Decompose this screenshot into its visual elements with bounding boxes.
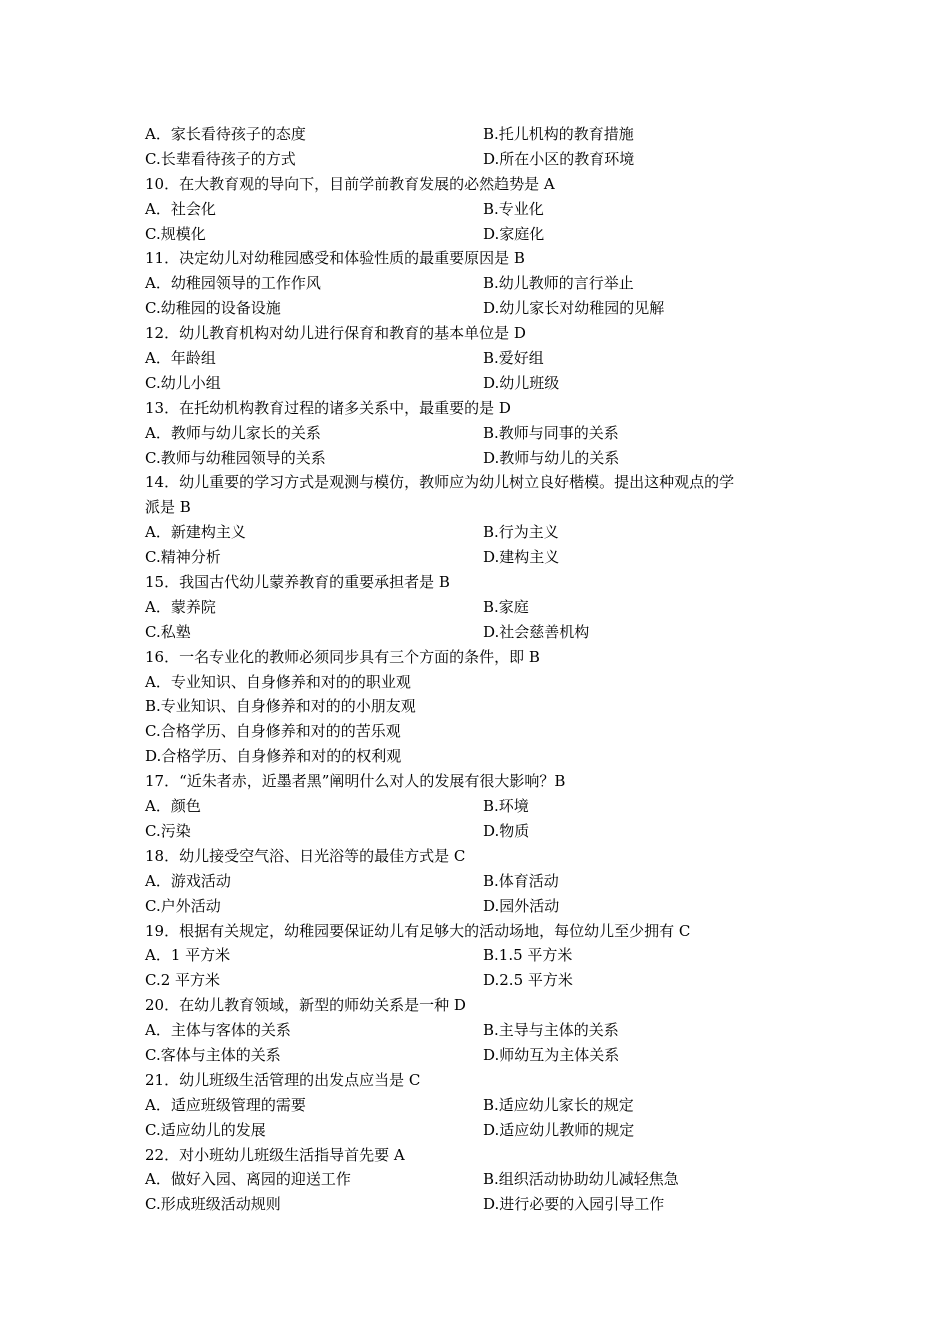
question-text: 10．在大教育观的导向下，目前学前教育发展的必然趋势是 A (145, 174, 555, 193)
option-right: B.主导与主体的关系 (483, 1021, 619, 1040)
question-line (0, 172, 950, 197)
option-left: C.私塾 (145, 622, 191, 641)
option-row (0, 197, 950, 222)
option-left: C.长辈看待孩子的方式 (145, 149, 296, 168)
question-text: 16．一名专业化的教师必须同步具有三个方面的条件，即 B (145, 647, 540, 666)
option-left: C.适应幼儿的发展 (145, 1120, 266, 1139)
option-row (0, 794, 950, 819)
option-right: B.爱好组 (483, 349, 544, 368)
option-left: C.形成班级活动规则 (145, 1195, 281, 1214)
option-row (0, 894, 950, 919)
option-right: D.幼儿家长对幼稚园的见解 (483, 299, 665, 318)
option-right: B.组织活动协助幼儿减轻焦急 (483, 1170, 679, 1189)
option-left: C.污染 (145, 821, 191, 840)
option-right: B.体育活动 (483, 871, 559, 890)
question-line (0, 844, 950, 869)
option-row (0, 1118, 950, 1143)
question-line (0, 321, 950, 346)
option-row (0, 446, 950, 471)
question-text: 15．我国古代幼儿蒙养教育的重要承担者是 B (145, 573, 450, 592)
option-left: C.户外活动 (145, 896, 221, 915)
option-row (0, 545, 950, 570)
option-row (0, 371, 950, 396)
question-line (0, 694, 950, 719)
option-row (0, 968, 950, 993)
option-left: A．幼稚园领导的工作作风 (145, 274, 321, 293)
option-right: D.教师与幼儿的关系 (483, 448, 620, 467)
option-left: C.教师与幼稚园领导的关系 (145, 448, 326, 467)
question-line (0, 993, 950, 1018)
question-text: C.合格学历、自身修养和对的的苦乐观 (145, 722, 401, 741)
option-right: D.适应幼儿教师的规定 (483, 1120, 635, 1139)
option-left: A．年龄组 (145, 349, 216, 368)
option-right: D.幼儿班级 (483, 373, 560, 392)
option-row (0, 620, 950, 645)
document-page (0, 122, 950, 1217)
question-text: 18．幼儿接受空气浴、日光浴等的最佳方式是 C (145, 846, 466, 865)
question-text: 17．“近朱者赤，近墨者黑”阐明什么对人的发展有很大影响？B (145, 772, 566, 791)
option-right: D.建构主义 (483, 548, 560, 567)
question-text: A．专业知识、自身修养和对的的职业观 (145, 672, 411, 691)
option-row (0, 595, 950, 620)
option-row (0, 346, 950, 371)
question-line (0, 670, 950, 695)
option-left: C.精神分析 (145, 548, 221, 567)
question-text: B.专业知识、自身修养和对的的小朋友观 (145, 697, 416, 716)
option-row (0, 869, 950, 894)
option-row (0, 1167, 950, 1192)
option-right: D.进行必要的入园引导工作 (483, 1195, 665, 1214)
option-right: B.专业化 (483, 199, 544, 218)
question-line (0, 396, 950, 421)
option-right: D.家庭化 (483, 224, 545, 243)
option-right: D.社会慈善机构 (483, 622, 590, 641)
option-left: A．新建构主义 (145, 523, 246, 542)
option-left: A．1 平方米 (145, 946, 231, 965)
option-right: D.所在小区的教育环境 (483, 149, 635, 168)
option-row (0, 421, 950, 446)
option-left: A．社会化 (145, 199, 216, 218)
option-right: B.教师与同事的关系 (483, 423, 619, 442)
option-left: A．家长看待孩子的态度 (145, 125, 306, 143)
option-row (0, 222, 950, 247)
question-line (0, 1068, 950, 1093)
option-row (0, 147, 950, 172)
question-text: 13．在托幼机构教育过程的诸多关系中，最重要的是 D (145, 398, 511, 417)
question-line (0, 769, 950, 794)
option-row (0, 1018, 950, 1043)
question-line (0, 645, 950, 670)
question-text: D.合格学历、自身修养和对的的权利观 (145, 747, 402, 766)
option-row (0, 1093, 950, 1118)
question-text: 20．在幼儿教育领域，新型的师幼关系是一种 D (145, 996, 466, 1015)
option-left: A．适应班级管理的需要 (145, 1095, 306, 1114)
option-row (0, 1192, 950, 1217)
option-right: D.物质 (483, 821, 530, 840)
question-line (0, 719, 950, 744)
question-line (0, 570, 950, 595)
option-right: D.2.5 平方米 (483, 971, 573, 990)
option-row (0, 520, 950, 545)
question-text: 14．幼儿重要的学习方式是观测与模仿，教师应为幼儿树立良好楷模。提出这种观点的学 (145, 473, 735, 492)
option-left: A．蒙养院 (145, 597, 216, 616)
option-right: B.幼儿教师的言行举止 (483, 274, 634, 293)
option-row (0, 819, 950, 844)
option-right: B.环境 (483, 797, 529, 816)
question-line (0, 495, 950, 520)
option-right: D.师幼互为主体关系 (483, 1045, 620, 1064)
option-right: D.园外活动 (483, 896, 560, 915)
question-line (0, 246, 950, 271)
question-text: 19．根据有关规定，幼稚园要保证幼儿有足够大的活动场地，每位幼儿至少拥有 C (145, 921, 691, 940)
question-line (0, 919, 950, 944)
option-row (0, 943, 950, 968)
question-text: 派是 B (145, 498, 191, 517)
question-text: 22．对小班幼儿班级生活指导首先要 A (145, 1145, 405, 1164)
option-left: C.2 平方米 (145, 971, 221, 990)
option-row (0, 271, 950, 296)
option-left: C.客体与主体的关系 (145, 1045, 281, 1064)
option-left: A．游戏活动 (145, 871, 231, 890)
option-right: B.1.5 平方米 (483, 946, 573, 965)
option-right: B.行为主义 (483, 523, 559, 542)
option-right: B.适应幼儿家长的规定 (483, 1095, 634, 1114)
option-row (0, 1043, 950, 1068)
option-right: B.家庭 (483, 597, 529, 616)
question-line (0, 470, 950, 495)
option-row (0, 296, 950, 321)
option-left: A．主体与客体的关系 (145, 1021, 291, 1040)
question-text: 11．决定幼儿对幼稚园感受和体验性质的最重要原因是 B (145, 249, 525, 268)
question-line (0, 1143, 950, 1168)
question-line (0, 744, 950, 769)
option-left: C.幼儿小组 (145, 373, 221, 392)
option-left: A．颜色 (145, 797, 201, 816)
option-left: A．做好入园、离园的迎送工作 (145, 1170, 351, 1189)
option-right: B.托儿机构的教育措施 (483, 125, 634, 143)
question-text: 21．幼儿班级生活管理的出发点应当是 C (145, 1070, 421, 1089)
option-left: C.幼稚园的设备设施 (145, 299, 281, 318)
option-left: C.规模化 (145, 224, 206, 243)
question-text: 12．幼儿教育机构对幼儿进行保育和教育的基本单位是 D (145, 324, 526, 343)
option-row (0, 122, 950, 147)
option-left: A．教师与幼儿家长的关系 (145, 423, 321, 442)
